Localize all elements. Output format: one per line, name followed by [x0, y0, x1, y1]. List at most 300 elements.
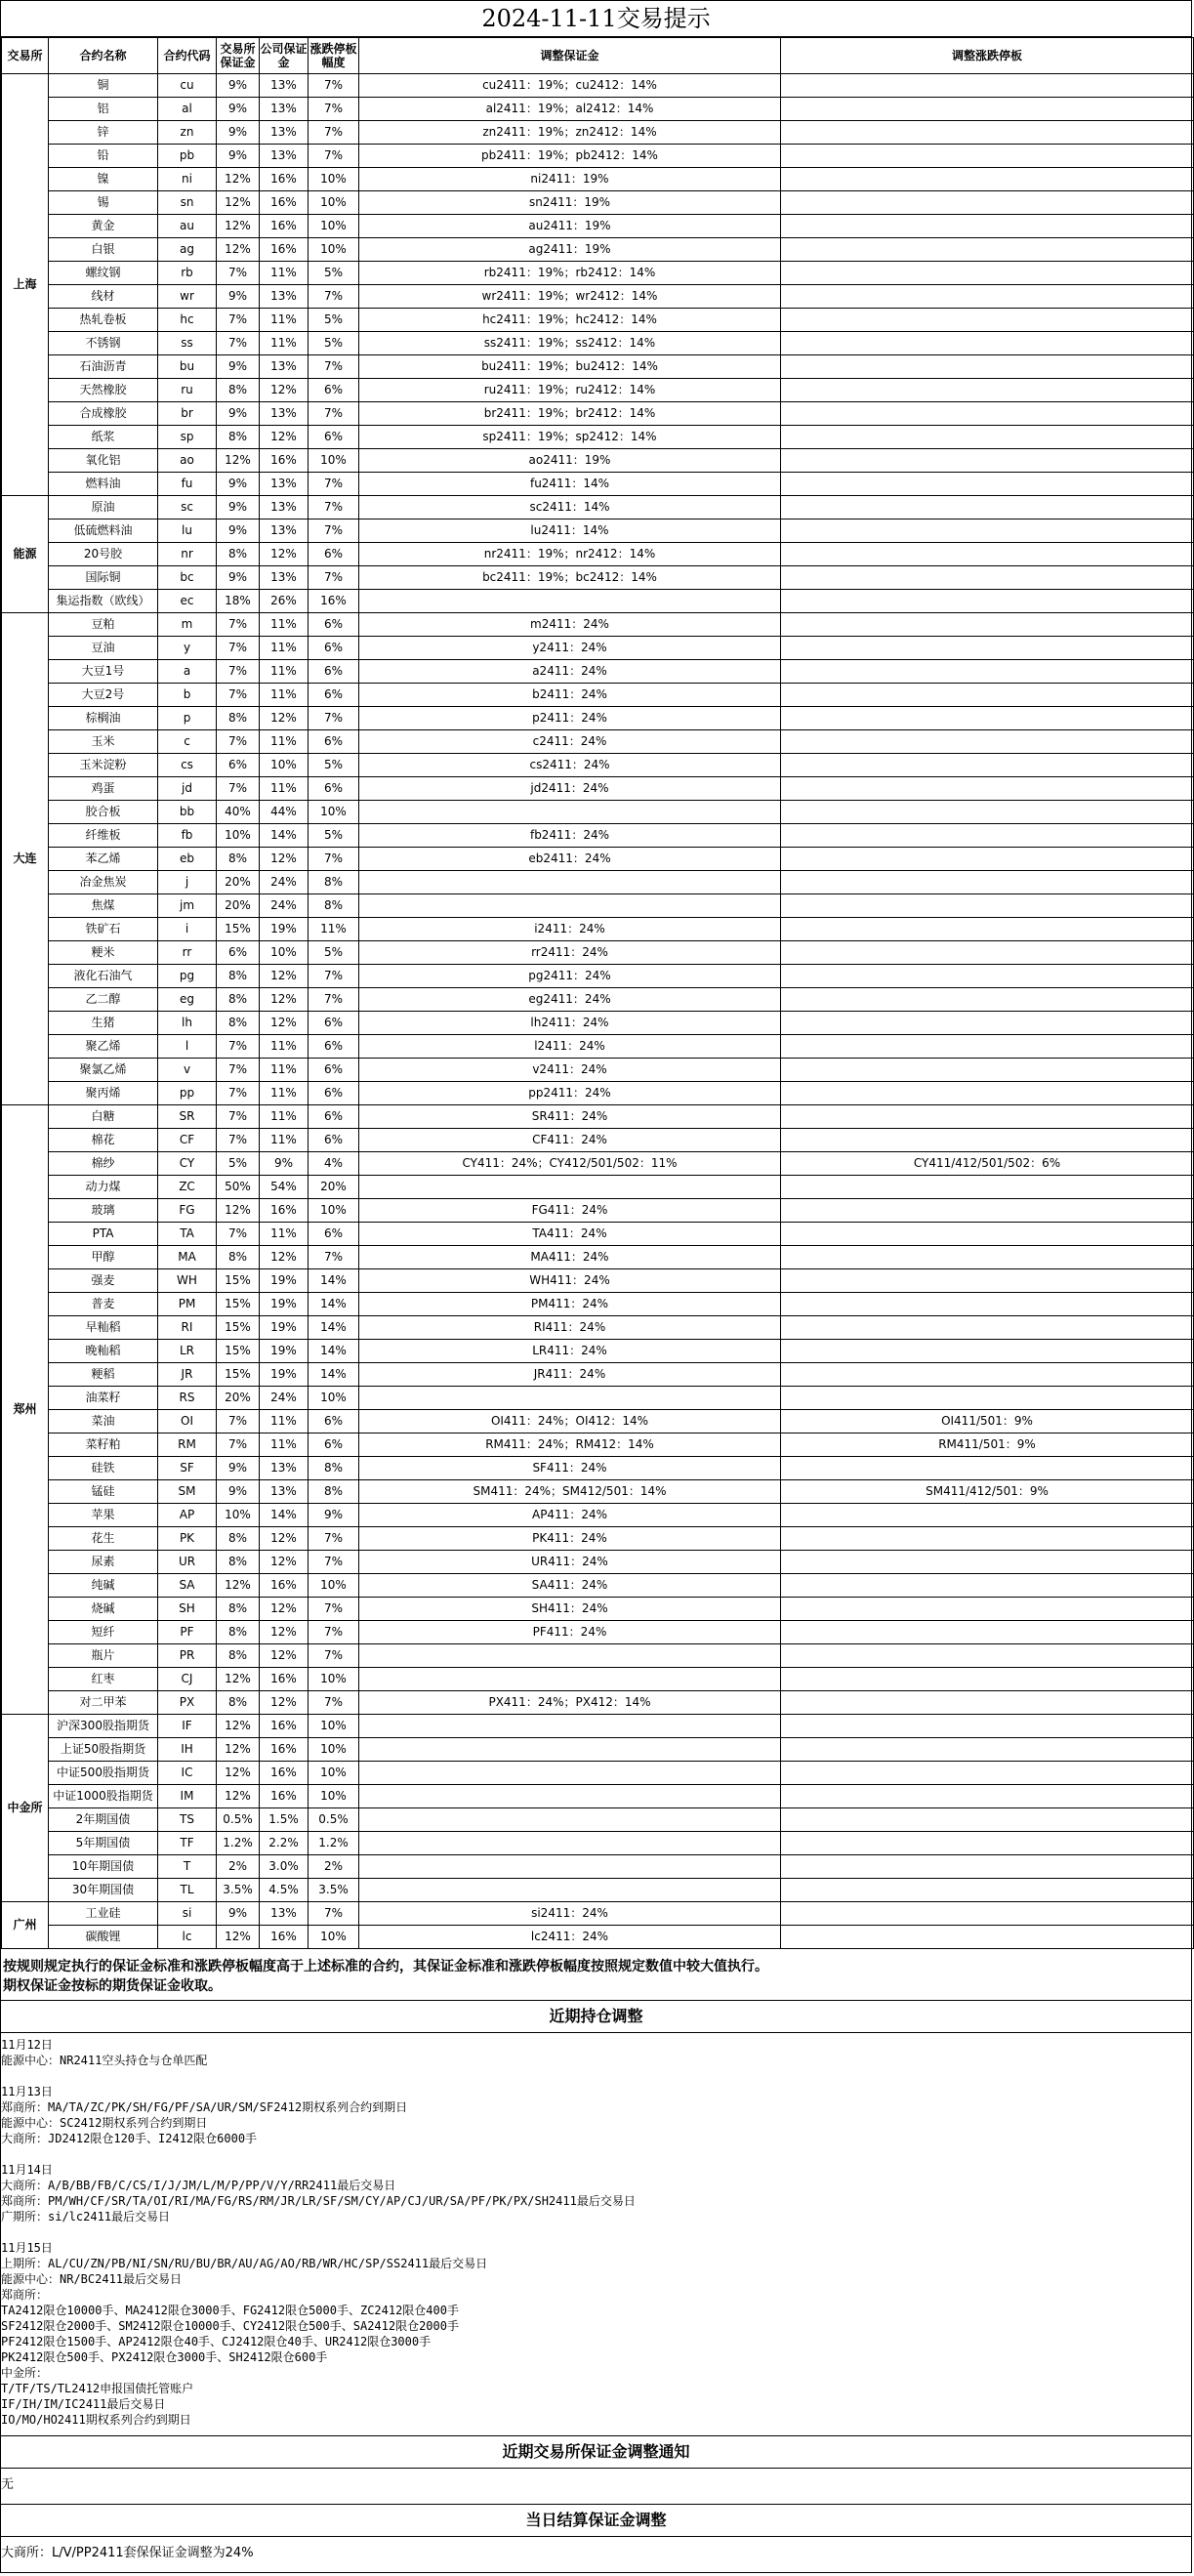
table-row: [2, 426, 1194, 449]
exchange-cell: 上海: [2, 74, 49, 496]
limit-range-cell: 7%: [309, 566, 359, 590]
position-line: PK2412限仓500手、PX2412限仓3000手、SH2412限仓600手: [1, 2350, 328, 2364]
limit-range-cell: 6%: [309, 660, 359, 684]
table-row: [2, 707, 1194, 730]
margin-table: [1, 37, 1194, 1949]
contract-code-cell: sn: [158, 191, 217, 215]
exchange-margin-cell: 9%: [217, 496, 260, 519]
adjusted-margin-cell: au2411：19%: [359, 215, 781, 238]
table-body: [2, 74, 1194, 1949]
table-row: [2, 848, 1194, 871]
exchange-margin-cell: 2%: [217, 1855, 260, 1879]
adjusted-limit-cell: [781, 1504, 1194, 1527]
limit-range-cell: 7%: [309, 355, 359, 379]
contract-name-cell: 中证1000股指期货: [49, 1785, 158, 1808]
adjusted-margin-cell: [359, 1715, 781, 1738]
exchange-margin-cell: 20%: [217, 1387, 260, 1410]
adjusted-margin-cell: WH411：24%: [359, 1269, 781, 1293]
exchange-margin-cell: 20%: [217, 871, 260, 894]
position-date: 11月12日: [1, 2038, 53, 2052]
adjusted-limit-cell: [781, 1715, 1194, 1738]
adjusted-margin-cell: jd2411：24%: [359, 777, 781, 801]
adjusted-limit-cell: [781, 332, 1194, 355]
position-block: [1, 2037, 1191, 2068]
positions-body: [1, 2033, 1191, 2436]
exchange-margin-cell: 8%: [217, 1551, 260, 1574]
limit-range-cell: 5%: [309, 941, 359, 965]
exchange-cell: 中金所: [2, 1715, 49, 1902]
limit-range-cell: 14%: [309, 1363, 359, 1387]
contract-name-cell: 对二甲苯: [49, 1691, 158, 1715]
table-row: [2, 824, 1194, 848]
adjusted-limit-cell: [781, 1902, 1194, 1926]
limit-range-cell: 10%: [309, 191, 359, 215]
adjusted-limit-cell: OI411/501：9%: [781, 1410, 1194, 1433]
company-margin-cell: 24%: [260, 1387, 309, 1410]
company-margin-cell: 11%: [260, 1129, 309, 1152]
contract-name-cell: 早籼稻: [49, 1316, 158, 1340]
adjusted-margin-cell: zn2411：19%；zn2412：14%: [359, 121, 781, 145]
adjusted-limit-cell: [781, 426, 1194, 449]
adjusted-limit-cell: [781, 1035, 1194, 1059]
adjusted-margin-cell: cu2411：19%；cu2412：14%: [359, 74, 781, 98]
limit-range-cell: 7%: [309, 98, 359, 121]
company-margin-cell: 13%: [260, 496, 309, 519]
adjusted-margin-cell: fb2411：24%: [359, 824, 781, 848]
contract-name-cell: 聚乙烯: [49, 1035, 158, 1059]
rule-note-line: 按规则规定执行的保证金标准和涨跌停板幅度高于上述标准的合约，其保证金标准和涨跌停板幅度按照规定数值中较大值执行。: [3, 1959, 768, 1974]
company-margin-cell: 12%: [260, 848, 309, 871]
company-margin-cell: 4.5%: [260, 1879, 309, 1902]
table-row: [2, 941, 1194, 965]
adjusted-limit-cell: [781, 1293, 1194, 1316]
contract-code-cell: y: [158, 637, 217, 660]
company-margin-cell: 12%: [260, 707, 309, 730]
contract-code-cell: LR: [158, 1340, 217, 1363]
table-row: [2, 496, 1194, 519]
company-margin-cell: 24%: [260, 894, 309, 918]
position-date: 11月13日: [1, 2085, 53, 2098]
adjusted-limit-cell: [781, 1574, 1194, 1598]
exchange-margin-cell: 9%: [217, 74, 260, 98]
position-block: [1, 2084, 1191, 2146]
company-margin-cell: 11%: [260, 613, 309, 637]
exchange-margin-cell: 9%: [217, 121, 260, 145]
adjusted-margin-cell: v2411：24%: [359, 1059, 781, 1082]
table-row: [2, 473, 1194, 496]
adjusted-limit-cell: [781, 1527, 1194, 1551]
contract-name-cell: 尿素: [49, 1551, 158, 1574]
limit-range-cell: 6%: [309, 637, 359, 660]
table-row: [2, 1785, 1194, 1808]
exchange-margin-cell: 7%: [217, 1433, 260, 1457]
company-margin-cell: 10%: [260, 941, 309, 965]
contract-name-cell: 中证500股指期货: [49, 1762, 158, 1785]
adjusted-limit-cell: [781, 285, 1194, 309]
company-margin-cell: 3.0%: [260, 1855, 309, 1879]
adjusted-margin-cell: pg2411：24%: [359, 965, 781, 988]
contract-code-cell: bc: [158, 566, 217, 590]
contract-name-cell: 国际铜: [49, 566, 158, 590]
table-row: [2, 1012, 1194, 1035]
adjusted-limit-cell: [781, 1059, 1194, 1082]
limit-range-cell: 8%: [309, 871, 359, 894]
contract-name-cell: 油菜籽: [49, 1387, 158, 1410]
contract-name-cell: 豆油: [49, 637, 158, 660]
company-margin-cell: 13%: [260, 285, 309, 309]
adjusted-limit-cell: [781, 754, 1194, 777]
contract-code-cell: OI: [158, 1410, 217, 1433]
adjusted-limit-cell: [781, 1457, 1194, 1480]
company-margin-cell: 26%: [260, 590, 309, 613]
adjusted-margin-cell: LR411：24%: [359, 1340, 781, 1363]
contract-code-cell: SH: [158, 1598, 217, 1621]
table-row: [2, 332, 1194, 355]
header-adjusted-limit: 调整涨跌停板: [781, 38, 1194, 74]
table-row: [2, 1574, 1194, 1598]
company-margin-cell: 12%: [260, 1621, 309, 1644]
company-margin-cell: 16%: [260, 191, 309, 215]
adjusted-margin-cell: FG411：24%: [359, 1199, 781, 1223]
company-margin-cell: 13%: [260, 1902, 309, 1926]
rule-note-line: 期权保证金按标的期货保证金收取。: [3, 1978, 222, 1994]
company-margin-cell: 11%: [260, 309, 309, 332]
table-row: [2, 1480, 1194, 1504]
contract-code-cell: lu: [158, 519, 217, 543]
exchange-margin-cell: 9%: [217, 1457, 260, 1480]
header-limit-range: 涨跌停板幅度: [309, 38, 359, 74]
position-block: [1, 2162, 1191, 2224]
limit-range-cell: 8%: [309, 1480, 359, 1504]
contract-code-cell: TL: [158, 1879, 217, 1902]
contract-name-cell: 棕榈油: [49, 707, 158, 730]
header-exchange: 交易所: [2, 38, 49, 74]
table-row: [2, 1691, 1194, 1715]
adjusted-limit-cell: [781, 660, 1194, 684]
exchange-margin-cell: 12%: [217, 1199, 260, 1223]
table-row: [2, 1129, 1194, 1152]
rule-note: [1, 1949, 1191, 2001]
company-margin-cell: 13%: [260, 145, 309, 168]
contract-name-cell: 大豆1号: [49, 660, 158, 684]
contract-code-cell: ag: [158, 238, 217, 262]
limit-range-cell: 5%: [309, 309, 359, 332]
exchange-margin-cell: 5%: [217, 1152, 260, 1176]
adjusted-limit-cell: [781, 1668, 1194, 1691]
company-margin-cell: 12%: [260, 1246, 309, 1269]
contract-code-cell: RI: [158, 1316, 217, 1340]
limit-range-cell: 5%: [309, 824, 359, 848]
company-margin-cell: 10%: [260, 754, 309, 777]
adjusted-limit-cell: [781, 1644, 1194, 1668]
table-row: [2, 191, 1194, 215]
exchange-margin-cell: 12%: [217, 1785, 260, 1808]
adjusted-limit-cell: [781, 1082, 1194, 1105]
table-row: [2, 1879, 1194, 1902]
contract-code-cell: j: [158, 871, 217, 894]
exchange-margin-cell: 12%: [217, 191, 260, 215]
limit-range-cell: 14%: [309, 1269, 359, 1293]
exchange-margin-cell: 8%: [217, 1621, 260, 1644]
table-row: [2, 1269, 1194, 1293]
exchange-margin-cell: 7%: [217, 1059, 260, 1082]
limit-range-cell: 6%: [309, 730, 359, 754]
company-margin-cell: 13%: [260, 1457, 309, 1480]
contract-code-cell: bb: [158, 801, 217, 824]
table-row: [2, 613, 1194, 637]
exchange-margin-cell: 12%: [217, 1574, 260, 1598]
company-margin-cell: 11%: [260, 730, 309, 754]
limit-range-cell: 10%: [309, 449, 359, 473]
limit-range-cell: 2%: [309, 1855, 359, 1879]
adjusted-limit-cell: [781, 379, 1194, 402]
contract-code-cell: PX: [158, 1691, 217, 1715]
adjusted-margin-cell: pp2411：24%: [359, 1082, 781, 1105]
limit-range-cell: 6%: [309, 1223, 359, 1246]
table-row: [2, 519, 1194, 543]
company-margin-cell: 13%: [260, 355, 309, 379]
company-margin-cell: 12%: [260, 988, 309, 1012]
adjusted-limit-cell: [781, 1176, 1194, 1199]
limit-range-cell: 10%: [309, 1574, 359, 1598]
contract-name-cell: 上证50股指期货: [49, 1738, 158, 1762]
limit-range-cell: 9%: [309, 1504, 359, 1527]
adjusted-margin-cell: [359, 1762, 781, 1785]
header-exchange-margin: 交易所保证金: [217, 38, 260, 74]
limit-range-cell: 6%: [309, 1410, 359, 1433]
adjusted-margin-cell: SA411：24%: [359, 1574, 781, 1598]
company-margin-cell: 11%: [260, 1433, 309, 1457]
contract-code-cell: jm: [158, 894, 217, 918]
contract-name-cell: 动力煤: [49, 1176, 158, 1199]
header-company-margin: 公司保证金: [260, 38, 309, 74]
table-row: [2, 543, 1194, 566]
adjusted-margin-cell: UR411：24%: [359, 1551, 781, 1574]
company-margin-cell: 11%: [260, 332, 309, 355]
contract-name-cell: 石油沥青: [49, 355, 158, 379]
limit-range-cell: 7%: [309, 965, 359, 988]
contract-name-cell: 液化石油气: [49, 965, 158, 988]
table-row: [2, 238, 1194, 262]
contract-name-cell: 棉纱: [49, 1152, 158, 1176]
limit-range-cell: 6%: [309, 1035, 359, 1059]
exchange-margin-cell: 8%: [217, 707, 260, 730]
table-row: [2, 98, 1194, 121]
limit-range-cell: 6%: [309, 777, 359, 801]
adjusted-margin-cell: sp2411：19%；sp2412：14%: [359, 426, 781, 449]
company-margin-cell: 16%: [260, 1668, 309, 1691]
company-margin-cell: 19%: [260, 918, 309, 941]
adjusted-margin-cell: RI411：24%: [359, 1316, 781, 1340]
company-margin-cell: 12%: [260, 1551, 309, 1574]
contract-name-cell: 大豆2号: [49, 684, 158, 707]
exchange-margin-cell: 8%: [217, 848, 260, 871]
contract-name-cell: 胶合板: [49, 801, 158, 824]
page-title: 2024-11-11交易提示: [1, 1, 1191, 37]
exchange-margin-cell: 9%: [217, 473, 260, 496]
contract-name-cell: 晚籼稻: [49, 1340, 158, 1363]
limit-range-cell: 7%: [309, 707, 359, 730]
limit-range-cell: 10%: [309, 1199, 359, 1223]
company-margin-cell: 19%: [260, 1316, 309, 1340]
adjusted-margin-cell: ao2411：19%: [359, 449, 781, 473]
contract-code-cell: pb: [158, 145, 217, 168]
adjusted-limit-cell: [781, 894, 1194, 918]
position-block: [1, 2240, 1191, 2428]
table-row: [2, 894, 1194, 918]
company-margin-cell: 1.5%: [260, 1808, 309, 1832]
company-margin-cell: 12%: [260, 1012, 309, 1035]
table-row: [2, 1621, 1194, 1644]
contract-name-cell: 棉花: [49, 1129, 158, 1152]
table-row: [2, 379, 1194, 402]
adjusted-margin-cell: br2411：19%；br2412：14%: [359, 402, 781, 426]
company-margin-cell: 11%: [260, 777, 309, 801]
position-date: 11月14日: [1, 2163, 53, 2177]
company-margin-cell: 16%: [260, 449, 309, 473]
adjusted-limit-cell: [781, 402, 1194, 426]
company-margin-cell: 13%: [260, 473, 309, 496]
adjusted-margin-cell: p2411：24%: [359, 707, 781, 730]
table-row: [2, 1457, 1194, 1480]
contract-code-cell: ec: [158, 590, 217, 613]
settle-body: 大商所：L/V/PP2411套保保证金调整为24%: [1, 2546, 254, 2560]
exchange-cell: 郑州: [2, 1105, 49, 1715]
table-row: [2, 1293, 1194, 1316]
limit-range-cell: 14%: [309, 1316, 359, 1340]
exchange-margin-cell: 7%: [217, 1035, 260, 1059]
adjusted-limit-cell: [781, 449, 1194, 473]
table-row: [2, 355, 1194, 379]
adjusted-limit-cell: [781, 824, 1194, 848]
contract-code-cell: ru: [158, 379, 217, 402]
contract-name-cell: 氧化铝: [49, 449, 158, 473]
limit-range-cell: 8%: [309, 894, 359, 918]
adjusted-limit-cell: [781, 168, 1194, 191]
adjusted-limit-cell: [781, 1105, 1194, 1129]
adjusted-margin-cell: [359, 871, 781, 894]
table-row: [2, 1433, 1194, 1457]
company-margin-cell: 9%: [260, 1152, 309, 1176]
limit-range-cell: 16%: [309, 590, 359, 613]
adjusted-margin-cell: rb2411：19%；rb2412：14%: [359, 262, 781, 285]
adjusted-limit-cell: [781, 1855, 1194, 1879]
contract-code-cell: SA: [158, 1574, 217, 1598]
limit-range-cell: 6%: [309, 426, 359, 449]
adjusted-limit-cell: [781, 145, 1194, 168]
company-margin-cell: 12%: [260, 1598, 309, 1621]
adjusted-limit-cell: [781, 707, 1194, 730]
contract-name-cell: 花生: [49, 1527, 158, 1551]
adjusted-margin-cell: RM411：24%；RM412：14%: [359, 1433, 781, 1457]
contract-code-cell: SR: [158, 1105, 217, 1129]
position-line: 郑商所：: [1, 2288, 49, 2302]
adjusted-margin-cell: lu2411：14%: [359, 519, 781, 543]
exchange-margin-cell: 12%: [217, 1738, 260, 1762]
positions-heading: 近期持仓调整: [1, 2001, 1191, 2033]
limit-range-cell: 6%: [309, 613, 359, 637]
adjusted-limit-cell: [781, 801, 1194, 824]
exchange-margin-cell: 10%: [217, 824, 260, 848]
adjusted-limit-cell: [781, 355, 1194, 379]
company-margin-cell: 11%: [260, 660, 309, 684]
limit-range-cell: 7%: [309, 121, 359, 145]
adjusted-limit-cell: CY411/412/501/502：6%: [781, 1152, 1194, 1176]
adjusted-margin-cell: MA411：24%: [359, 1246, 781, 1269]
exchange-margin-cell: 7%: [217, 637, 260, 660]
contract-name-cell: 菜籽粕: [49, 1433, 158, 1457]
company-margin-cell: 13%: [260, 121, 309, 145]
contract-name-cell: 乙二醇: [49, 988, 158, 1012]
contract-name-cell: 硅铁: [49, 1457, 158, 1480]
limit-range-cell: 10%: [309, 215, 359, 238]
limit-range-cell: 10%: [309, 1738, 359, 1762]
company-margin-cell: 11%: [260, 1035, 309, 1059]
limit-range-cell: 5%: [309, 754, 359, 777]
limit-range-cell: 1.2%: [309, 1832, 359, 1855]
header-contract-code: 合约代码: [158, 38, 217, 74]
contract-name-cell: 热轧卷板: [49, 309, 158, 332]
contract-code-cell: nr: [158, 543, 217, 566]
table-row: [2, 1808, 1194, 1832]
settle-heading: 当日结算保证金调整: [1, 2505, 1191, 2537]
company-margin-cell: 16%: [260, 1762, 309, 1785]
contract-name-cell: 黄金: [49, 215, 158, 238]
company-margin-cell: 11%: [260, 1059, 309, 1082]
contract-name-cell: 烧碱: [49, 1598, 158, 1621]
table-header-row: [2, 38, 1194, 74]
table-row: [2, 1644, 1194, 1668]
adjusted-limit-cell: [781, 1223, 1194, 1246]
company-margin-cell: 14%: [260, 824, 309, 848]
contract-name-cell: 10年期国债: [49, 1855, 158, 1879]
exchange-margin-cell: 8%: [217, 1527, 260, 1551]
adjusted-limit-cell: [781, 918, 1194, 941]
exchange-margin-cell: 12%: [217, 238, 260, 262]
exchange-margin-cell: 8%: [217, 1644, 260, 1668]
exchange-margin-cell: 9%: [217, 566, 260, 590]
adjusted-margin-cell: [359, 1644, 781, 1668]
adjusted-margin-cell: [359, 1387, 781, 1410]
exchange-margin-cell: 8%: [217, 1012, 260, 1035]
adjusted-margin-cell: [359, 1879, 781, 1902]
adjusted-limit-cell: [781, 519, 1194, 543]
company-margin-cell: 16%: [260, 238, 309, 262]
company-margin-cell: 11%: [260, 1410, 309, 1433]
limit-range-cell: 6%: [309, 379, 359, 402]
exchange-margin-cell: 15%: [217, 1293, 260, 1316]
adjusted-margin-cell: y2411：24%: [359, 637, 781, 660]
exchange-margin-cell: 8%: [217, 379, 260, 402]
adjusted-limit-cell: [781, 121, 1194, 145]
exchange-margin-cell: 7%: [217, 660, 260, 684]
exchange-margin-cell: 12%: [217, 1668, 260, 1691]
adjusted-limit-cell: [781, 730, 1194, 754]
contract-code-cell: PF: [158, 1621, 217, 1644]
adjusted-margin-cell: b2411：24%: [359, 684, 781, 707]
adjusted-limit-cell: [781, 1012, 1194, 1035]
adjusted-limit-cell: [781, 1387, 1194, 1410]
company-margin-cell: 16%: [260, 215, 309, 238]
contract-name-cell: 聚丙烯: [49, 1082, 158, 1105]
contract-name-cell: 冶金焦炭: [49, 871, 158, 894]
table-row: [2, 1926, 1194, 1949]
contract-name-cell: 白银: [49, 238, 158, 262]
contract-name-cell: 合成橡胶: [49, 402, 158, 426]
adjusted-margin-cell: [359, 1176, 781, 1199]
contract-name-cell: 玉米: [49, 730, 158, 754]
company-margin-cell: 13%: [260, 74, 309, 98]
